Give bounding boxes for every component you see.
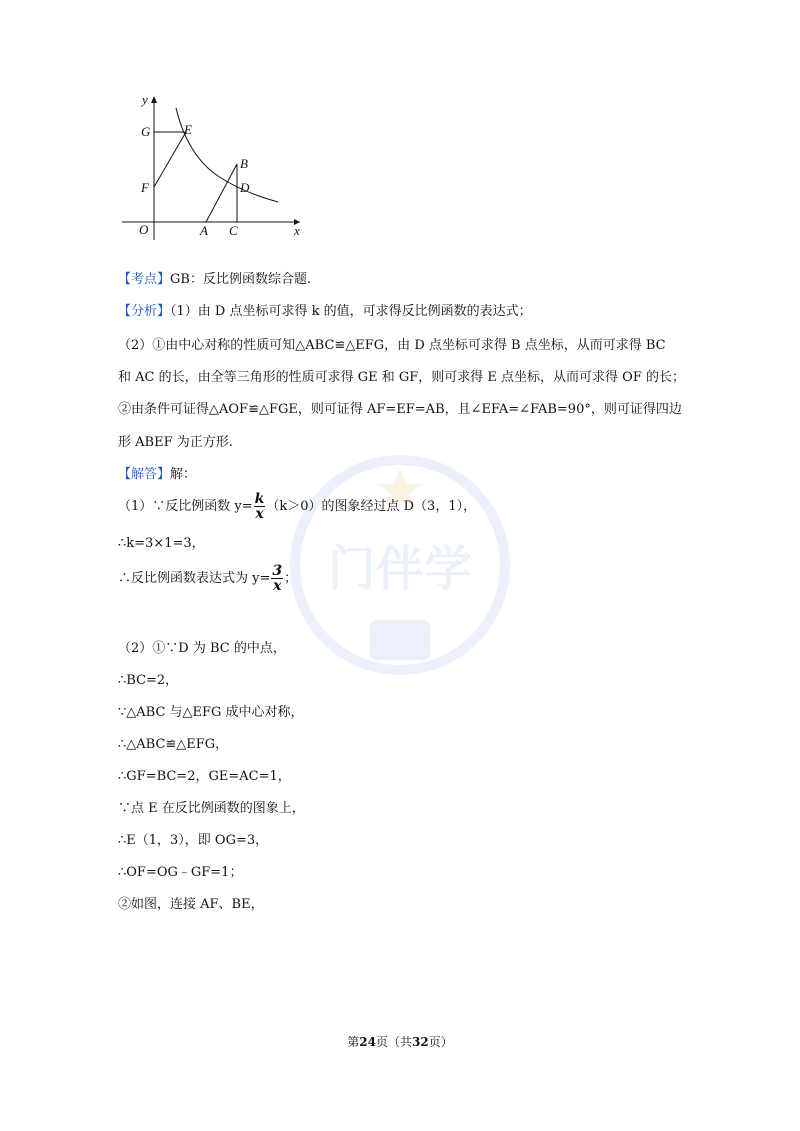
footer-mid: 页（共	[375, 1035, 412, 1049]
segment-fe	[154, 132, 186, 187]
jieda-line-5: ∴BC=2，	[118, 673, 179, 688]
coordinate-figure	[118, 92, 308, 242]
kaodian-text: GB：反比例函数综合题.	[170, 272, 312, 287]
watermark-logo	[265, 450, 535, 690]
fenxi-line-3: 和 AC 的长，由全等三角形的性质可求得 GE 和 GF，则可求得 E 点坐标，从而可求得 OF 的长；	[118, 370, 685, 385]
footer-total-pages: 32	[412, 1035, 429, 1049]
fraction-k-over-x	[254, 492, 266, 521]
y-axis-arrow	[151, 96, 157, 103]
jieda-line-7: ∴△ABC≌△EFG，	[118, 737, 229, 752]
label-x: x	[294, 223, 300, 238]
jieda-line-6: ∵△ABC 与△EFG 成中心对称，	[118, 705, 304, 720]
segment-ab	[206, 164, 237, 222]
jieda-line-11: ∴OF=OG﹣GF=1；	[118, 865, 243, 880]
jieda-line-9: ∵点 E 在反比例函数的图象上，	[118, 801, 305, 816]
fraction-denominator: x	[273, 578, 282, 594]
fraction-numerator: k	[254, 491, 265, 507]
label-c: C	[229, 223, 238, 238]
jieda-line-2: ∴k=3×1=3，	[118, 536, 205, 551]
kaodian-line	[118, 271, 311, 289]
label-o: O	[139, 222, 149, 237]
jieda-line-3	[118, 562, 297, 596]
jieda-line-8: ∴GF=BC=2，GE=AC=1，	[118, 769, 291, 784]
jieda-line	[118, 466, 196, 484]
footer-page-number: 24	[359, 1035, 376, 1049]
figure-svg	[118, 92, 308, 242]
fenxi-line-1	[118, 303, 532, 321]
watermark-svg	[265, 450, 535, 690]
fenxi-line-4: ②由条件可证得△AOF≌△FGE，则可证得 AF=EF=AB，且∠EFA=∠FAB=90°，则可证得四边	[118, 402, 682, 417]
label-d: D	[240, 180, 250, 195]
label-y: y	[142, 92, 148, 107]
page-footer	[0, 1033, 800, 1050]
jieda-line-10: ∴E（1，3），即 OG=3，	[118, 833, 269, 848]
label-a: A	[200, 223, 208, 238]
fenxi-line-5: 形 ABEF 为正方形.	[118, 435, 233, 450]
jieda-l3-post: ；	[284, 571, 298, 586]
fraction-3-over-x	[271, 564, 283, 593]
label-e: E	[184, 122, 192, 137]
jieda-tag: 【解答】	[118, 467, 171, 482]
kaodian-tag: 【考点】	[118, 272, 171, 287]
fenxi-line-2: （2）①由中心对称的性质可知△ABC≌△EFG，由 D 点坐标可求得 B 点坐标，从而可求得 BC	[118, 338, 666, 353]
label-b: B	[240, 156, 248, 171]
fraction-numerator: 3	[272, 563, 283, 579]
fenxi-tag: 【分析】	[118, 304, 171, 319]
jieda-line-1	[118, 490, 476, 524]
footer-pre: 第	[347, 1035, 360, 1049]
label-g: G	[141, 124, 151, 139]
jieda-l1-post: （k＞0）的图象经过点 D（3，1），	[266, 499, 477, 514]
jieda-text: 解：	[170, 467, 197, 482]
jieda-line-4: （2）①∵D 为 BC 的中点，	[118, 641, 286, 656]
jieda-l1-pre: （1）∵反比例函数 y=	[118, 499, 253, 514]
fraction-denominator: x	[255, 506, 264, 522]
jieda-l3-pre: ∴反比例函数表达式为 y=	[118, 571, 271, 586]
jieda-line-12: ②如图，连接 AF、BE，	[118, 897, 264, 912]
watermark-text: 门伴学	[327, 541, 473, 597]
footer-post: 页）	[428, 1035, 453, 1049]
label-f: F	[141, 180, 149, 195]
fenxi-text-1: （1）由 D 点坐标可求得 k 的值，可求得反比例函数的表达式；	[170, 304, 532, 319]
